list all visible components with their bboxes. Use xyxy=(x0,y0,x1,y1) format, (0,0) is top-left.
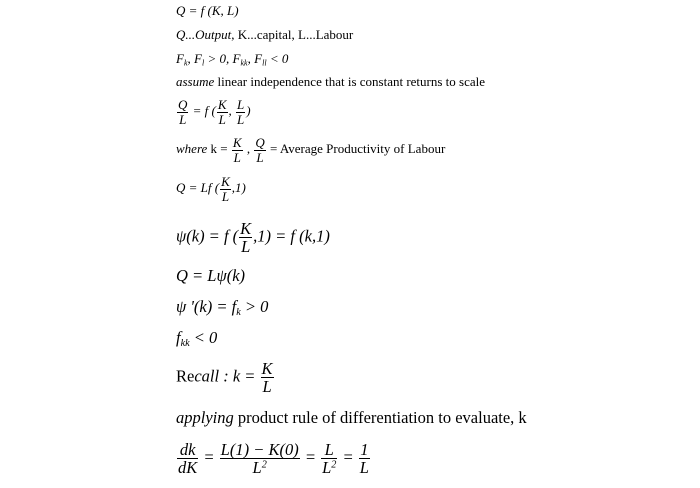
equals: = xyxy=(338,447,358,467)
assume-word: assume xyxy=(176,74,215,89)
capital-labour-def: , K...capital, L...Labour xyxy=(231,27,354,42)
eq-tail: ,1) = f (k,1) xyxy=(253,226,330,246)
fraction-q-over-l: $\frac{Q}{L}$ xyxy=(178,97,188,127)
eq-dk-dK xyxy=(176,441,371,477)
fraction-k-over-l: $\frac{K}{L}$ xyxy=(221,174,230,204)
recall-k xyxy=(176,360,275,396)
assumption-text xyxy=(176,75,485,88)
subscript-kk: kk xyxy=(180,337,190,349)
recall-call: call : k = xyxy=(194,366,260,386)
condition-negative: < 0 xyxy=(266,51,289,66)
partial-derivative-conditions xyxy=(176,52,288,67)
k-equals: k = xyxy=(207,141,231,157)
condition-positive: > 0, xyxy=(204,51,233,66)
eq-lead: ψ(k) = f ( xyxy=(176,226,239,246)
applying-word: applying xyxy=(176,408,234,427)
output-def: Q...Output xyxy=(176,27,232,42)
fraction-k-over-l: $\frac{K}{L}$ xyxy=(217,97,227,127)
recall-re: Re xyxy=(176,366,195,386)
fraction-product-rule: $\frac{L(1) - K(0)}{L^2}$ xyxy=(220,440,299,478)
equals: = xyxy=(199,447,219,467)
product-rule-text xyxy=(176,410,527,427)
eq-psi-definition xyxy=(176,220,330,256)
f-symbol: f xyxy=(176,328,181,347)
fraction-q-over-l: $\frac{Q}{L}$ xyxy=(255,135,265,165)
fraction-l-over-l: $\frac{L}{L}$ xyxy=(237,97,245,127)
f-symbol: F xyxy=(254,51,263,66)
f-symbol: F xyxy=(194,51,202,66)
subscript-kk: kk xyxy=(240,58,248,68)
product-rule-rest: product rule of differentiation to evaluate, k xyxy=(233,408,527,427)
eq-fkk-negative xyxy=(176,330,217,349)
separator: , xyxy=(187,51,195,66)
subscript-ll: ll xyxy=(262,58,267,68)
close-paren: ) xyxy=(246,103,251,119)
fraction-k-over-l: $\frac{K}{L}$ xyxy=(240,219,252,257)
f-symbol: F xyxy=(176,51,184,66)
eq-per-labour xyxy=(176,98,251,126)
fraction-k-over-l: $\frac{K}{L}$ xyxy=(232,135,242,165)
comma: , xyxy=(228,103,236,119)
fraction-one-over-l: $\frac{1}{L}$ xyxy=(359,440,369,478)
eq-tail: < 0 xyxy=(189,328,218,347)
eq-production-function: Q = f (K, L) xyxy=(176,3,239,18)
assumption-rest: linear independence that is constant returns to scale xyxy=(214,74,486,89)
apl-description: = Average Productivity of Labour xyxy=(266,141,446,157)
fraction-k-over-l: $\frac{K}{L}$ xyxy=(261,359,273,397)
definition-k-and-apl xyxy=(176,136,445,164)
where-word: where xyxy=(176,141,208,157)
comma: , xyxy=(243,141,254,157)
eq-q-lpsi: Q = Lψ(k) xyxy=(176,266,246,285)
subscript-k: k xyxy=(236,306,241,318)
fraction-dk-dK: $\frac{dk}{dK}$ xyxy=(178,440,198,478)
eq-lead: Q = Lf ( xyxy=(176,180,220,196)
subscript-l: l xyxy=(201,58,205,68)
eq-lead: ψ '(k) = f xyxy=(176,297,237,316)
eq-q-lf xyxy=(176,175,246,203)
separator: , xyxy=(247,51,255,66)
eq-tail: > 0 xyxy=(240,297,269,316)
eq-mid: = f ( xyxy=(189,103,216,119)
eq-psi-prime xyxy=(176,299,268,318)
subscript-k: k xyxy=(183,58,188,68)
variable-definitions xyxy=(176,28,353,41)
eq-tail: ,1) xyxy=(231,180,246,196)
f-symbol: F xyxy=(232,51,241,66)
fraction-l-over-l-squared: $\frac{L}{L^2}$ xyxy=(322,440,337,478)
equals: = xyxy=(300,447,321,467)
